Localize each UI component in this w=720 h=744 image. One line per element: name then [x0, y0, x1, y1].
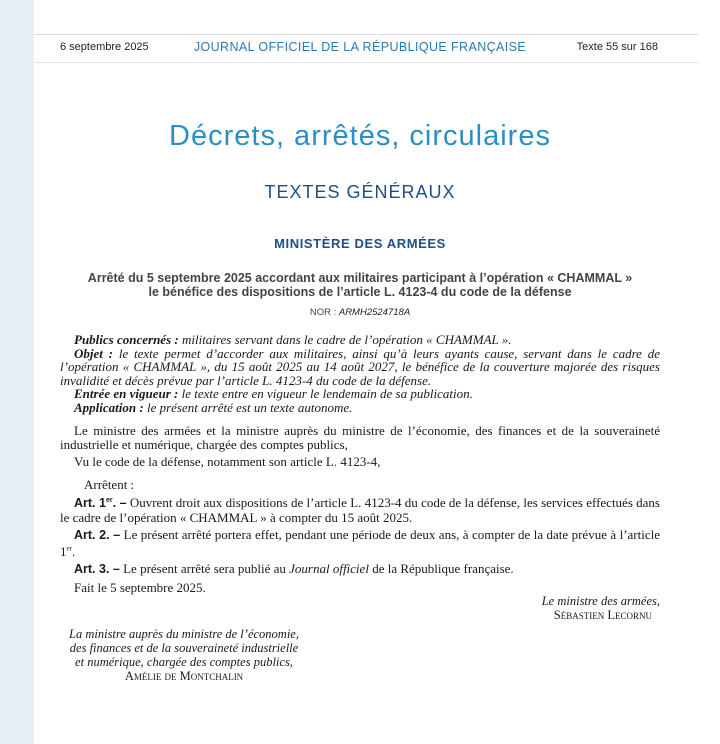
signature-ministre-comptes-publics [60, 627, 308, 683]
nor-reference [0, 307, 720, 318]
vigueur-label: Entrée en vigueur : [74, 386, 179, 401]
section-title: TEXTES GÉNÉRAUX [264, 182, 456, 202]
summary-block [60, 333, 660, 414]
application [60, 401, 660, 415]
entree-en-vigueur [60, 387, 660, 401]
header-date: 6 septembre 2025 [60, 41, 149, 53]
signature-2-name: Amélie de Montchalin [124, 669, 244, 683]
objet-text: le texte permet d’accorder aux militaires, ainsi qu’à leurs ayants cause, servant dans le cadre de l’opération « CHAMMAL », du 15 août 2025 au 14 août 2027, le bénéfice de la couverture majorée des risques invalidité et décès prévue par l’article L. 4123-4 du code de la défense. [60, 345, 660, 388]
preamble: Le ministre des armées et la ministre auprès du ministre de l’économie, des finances et de la souveraineté industrielle et numérique, chargée des comptes publics, [60, 423, 660, 452]
header-bottom-rule [34, 62, 698, 63]
main-title: Décrets, arrêtés, circulaires [169, 120, 551, 152]
header-journal-title: JOURNAL OFFICIEL DE LA RÉPUBLIQUE FRANÇAISE [193, 40, 527, 54]
ministry-heading: MINISTÈRE DES ARMÉES [274, 236, 446, 251]
publics-text: militaires servant dans le cadre de l’opération « CHAMMAL ». [181, 332, 512, 347]
fait-le: Fait le 5 septembre 2025. [74, 579, 206, 595]
article-2-text: Le présent arrêté portera effet, pendant une période de deux ans, à compter de la date prévue à l’article 1er. [60, 527, 660, 559]
nor-label: NOR : [309, 307, 337, 318]
arrete-title-line-1: Arrêté du 5 septembre 2025 accordant aux militaires participant à l’opération « CHAMMAL » [87, 271, 633, 285]
signature-2-line-2: des finances et de la souveraineté industrielle [69, 641, 299, 655]
article-3 [60, 562, 660, 577]
application-text: le présent arrêté est un texte autonome. [146, 399, 353, 415]
article-1-text: Ouvrent droit aux dispositions de l’article L. 4123-4 du code de la défense, les services effectués dans le cadre de l’opération « CHAMMAL » à compter du 15 août 2025. [60, 495, 660, 525]
signature-1-name: Sébastien Lecornu [553, 608, 652, 622]
vigueur-text: le texte entre en vigueur le lendemain de sa publication. [181, 386, 473, 401]
article-2-label: Art. 2. – [74, 528, 121, 543]
header-text-number: Texte 55 sur 168 [576, 41, 658, 53]
signature-ministre-armees [542, 594, 660, 622]
arrete-title-line-2: le bénéfice des dispositions de l’article L. 4123-4 du code de la défense [148, 285, 572, 299]
publics-concernes [60, 333, 660, 347]
vu-clause: Vu le code de la défense, notamment son article L. 4123-4, [74, 454, 381, 469]
article-1 [60, 494, 660, 524]
preamble-block [60, 424, 660, 469]
signature-2-line-1: La ministre auprès du ministre de l’économie, [69, 627, 299, 641]
article-1-label: Art. 1er. – [74, 496, 127, 511]
article-2 [60, 528, 660, 558]
nor-code: ARMH2524718A [338, 307, 411, 318]
objet-label: Objet : [74, 345, 114, 361]
article-3-text: Le présent arrêté sera publié au Journal officiel de la République française. [123, 561, 514, 577]
articles-block [60, 494, 660, 594]
publics-label: Publics concernés : [74, 332, 179, 347]
header-top-rule [34, 34, 698, 35]
arretent: Arrêtent : [84, 477, 135, 492]
signature-2-line-3: et numérique, chargée des comptes publics, [75, 655, 293, 669]
article-3-label: Art. 3. – [74, 562, 120, 577]
objet [60, 347, 660, 388]
signature-1-title: Le ministre des armées, [541, 594, 660, 608]
left-margin-band [0, 0, 34, 744]
application-label: Application : [74, 399, 144, 415]
arrete-title [0, 271, 720, 299]
